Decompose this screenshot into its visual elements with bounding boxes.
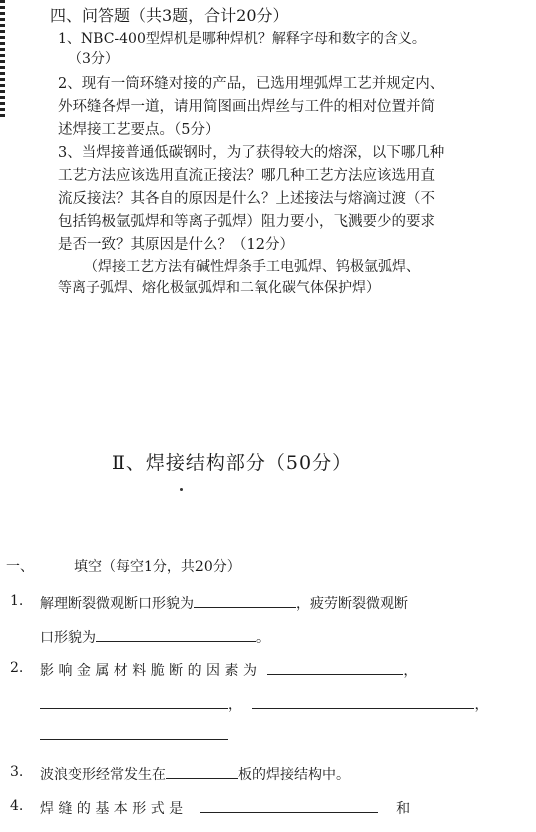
fill-q1-blank2[interactable]	[96, 640, 256, 642]
fill-q4-number: 4.	[10, 798, 24, 814]
q2-line2: 外环缝各焊一道，请用简图画出焊丝与工件的相对位置并简	[58, 99, 435, 115]
q3-line6: （焊接工艺方法有碱性焊条手工电弧焊、钨极氩弧焊、	[84, 259, 420, 275]
fill-q2-blank3[interactable]	[252, 707, 474, 709]
fill-q1-number: 1.	[10, 593, 24, 609]
fill-q2-blank2[interactable]	[40, 707, 228, 709]
fill-q3-row	[40, 764, 350, 784]
q1-line2: （3分）	[68, 51, 119, 67]
q1-line1: 1、NBC-400型焊机是哪种焊机？解释字母和数字的含义。	[58, 31, 426, 47]
fill-q2-text-a: 影 响 金 属 材 料 脆 断 的 因 素 为	[40, 663, 257, 679]
fill-q1-row1	[40, 593, 408, 613]
fill-q1-text-d: 。	[256, 630, 270, 646]
fill-q1-text-c: 口形貌为	[40, 630, 96, 646]
fill-q1-blank1[interactable]	[194, 606, 296, 608]
q3-line1: 3、当焊接普通低碳钢时，为了获得较大的熔深，以下哪几种	[58, 145, 445, 161]
q3-line4: 包括钨极氩弧焊和等离子弧焊）阻力要小，飞溅要少的要求	[58, 214, 435, 230]
fill-q2-number: 2.	[10, 660, 24, 676]
q2-line3: 述焊接工艺要点。（5分）	[58, 122, 220, 138]
part2-title: Ⅱ、焊接结构部分（50分）	[112, 452, 353, 474]
fill-q2-comma1: ，	[403, 663, 418, 679]
q2-line1: 2、现有一筒环缝对接的产品，已选用埋弧焊工艺并规定内、	[58, 76, 445, 92]
q3-line7: 等离子弧焊、熔化极氩弧焊和二氧化碳气体保护焊）	[58, 280, 380, 296]
q3-line2: 工艺方法应该选用直流正接法？哪几种工艺方法应该选用直	[58, 168, 435, 184]
fill-q2-comma3: ，	[474, 697, 489, 713]
fill-q3-text-b: 板的焊接结构中。	[238, 767, 350, 783]
fill-q4-row	[40, 798, 410, 818]
fill-q4-text-a: 焊 缝 的 基 本 形 式 是	[40, 801, 184, 817]
fill-q4-blank[interactable]	[200, 811, 378, 813]
fill-q1-row2	[40, 627, 270, 647]
scan-edge-artifact	[0, 0, 5, 120]
fill-q2-row3	[40, 728, 228, 744]
fill-q3-blank[interactable]	[166, 777, 238, 779]
q3-line3: 流反接法？其各自的原因是什么？上述接法与熔滴过渡（不	[58, 191, 435, 207]
q3-line5: 是否一致？其原因是什么？（12分）	[58, 237, 294, 253]
speck-mark	[180, 488, 183, 491]
fill-q1-text-b: ，疲劳断裂微观断	[296, 596, 408, 612]
fill-q3-number: 3.	[10, 764, 24, 780]
fill-heading-number: 一、	[6, 559, 34, 575]
fill-q2-comma2: ，	[228, 697, 242, 713]
fill-q2-blank4[interactable]	[40, 738, 228, 740]
fill-q4-text-b: 和	[396, 801, 411, 817]
fill-q2-row1	[40, 660, 417, 680]
part4-heading: 四、问答题（共3题，合计20分）	[50, 6, 289, 25]
fill-heading: 填空（每空1分，共20分）	[74, 559, 241, 575]
fill-q1-text-a: 解理断裂微观断口形貌为	[40, 596, 194, 612]
fill-q2-blank1[interactable]	[267, 673, 403, 675]
fill-q3-text-a: 波浪变形经常发生在	[40, 767, 166, 783]
fill-q2-row2	[40, 694, 488, 714]
